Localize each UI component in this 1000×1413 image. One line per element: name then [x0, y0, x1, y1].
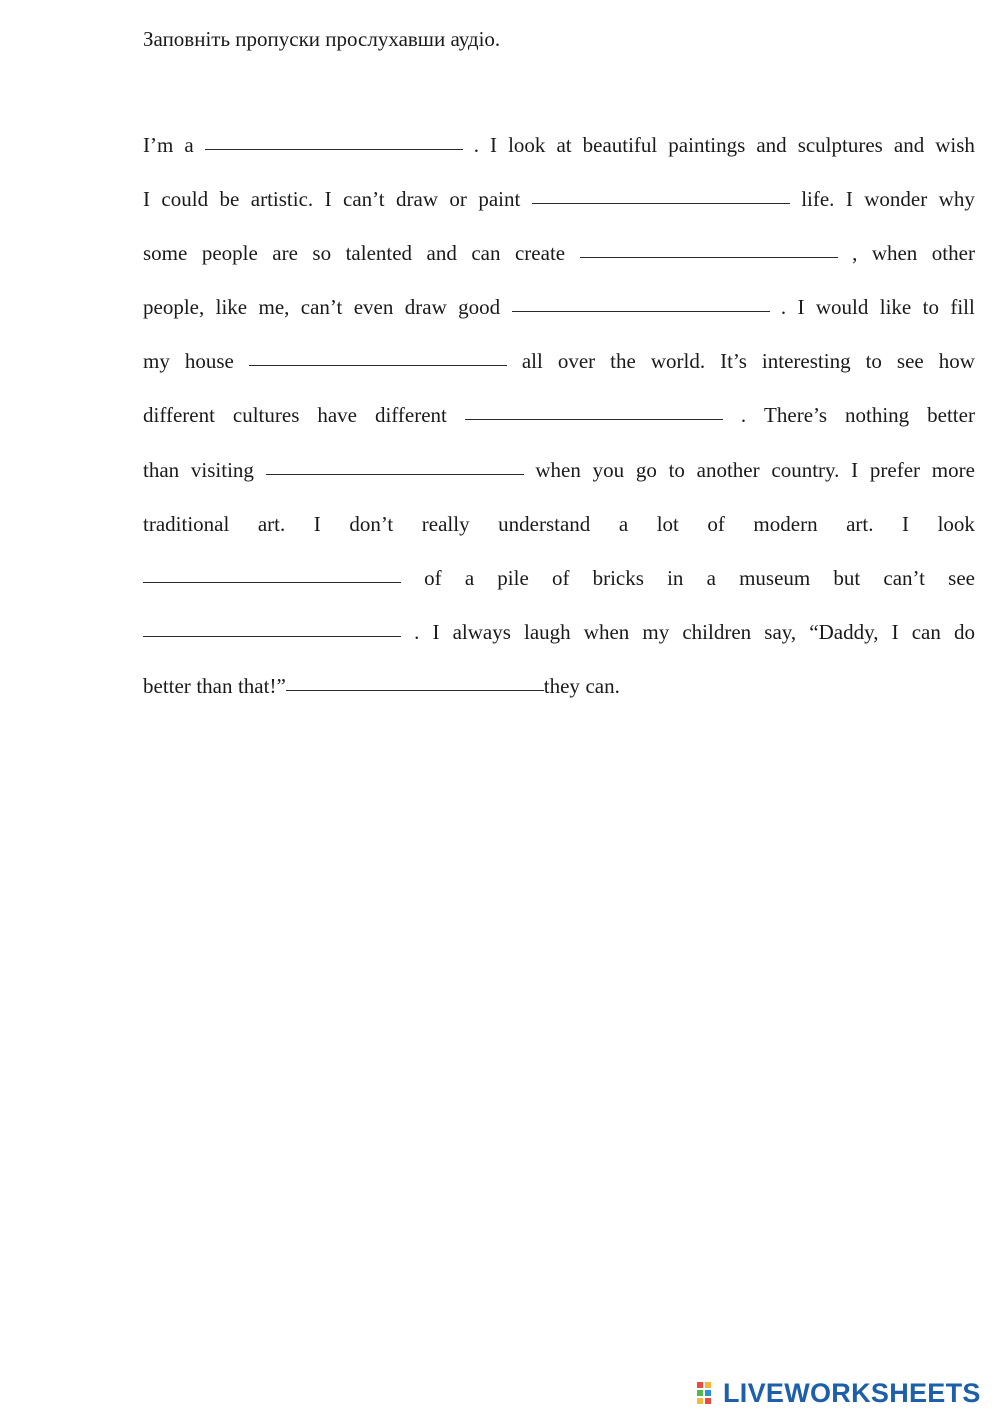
logo-square-yellow-2 [697, 1398, 703, 1404]
word: other [931, 241, 975, 266]
word: my [143, 349, 170, 374]
word: you [592, 457, 625, 482]
word: better [927, 403, 975, 428]
word: really [421, 511, 470, 536]
word: can [911, 619, 941, 644]
word: talented [345, 241, 413, 266]
word: I [797, 295, 805, 320]
word: to [668, 457, 685, 482]
word: how [938, 349, 975, 374]
word: museum [739, 565, 811, 590]
word: understand [498, 511, 591, 536]
word: create [514, 241, 566, 266]
text-line [143, 669, 975, 723]
word: a [706, 565, 716, 590]
text-line [143, 398, 975, 452]
answer-blank[interactable] [286, 669, 544, 691]
word: go [635, 457, 657, 482]
word: when [871, 241, 918, 266]
answer-blank[interactable] [465, 398, 723, 420]
word: I [902, 511, 910, 536]
word: over [557, 349, 596, 374]
word: or [449, 187, 467, 212]
word: people [201, 241, 258, 266]
word: It’s [720, 349, 747, 374]
word: prefer [869, 457, 921, 482]
word: cultures [232, 403, 300, 428]
word: beautiful [582, 133, 658, 157]
text-line [143, 128, 975, 182]
word: why [938, 187, 975, 212]
answer-blank[interactable] [580, 236, 838, 258]
word: do [953, 619, 975, 644]
word: and [893, 133, 925, 157]
liveworksheets-logo-icon [697, 1378, 721, 1408]
word: could [161, 187, 209, 212]
word: say, [764, 619, 797, 644]
word: even [353, 295, 394, 320]
word: a [184, 133, 194, 157]
text-line [143, 561, 975, 615]
word: more [931, 457, 975, 482]
logo-text: LIVEWORKSHEETS [723, 1378, 981, 1408]
text-line [143, 290, 975, 344]
word: I’m [143, 133, 174, 157]
word: to [922, 295, 939, 320]
word: in [667, 565, 684, 590]
word: I [324, 187, 332, 212]
word: than [143, 457, 180, 482]
text-line [143, 453, 975, 507]
word: can’t [300, 295, 343, 320]
word: laugh [524, 619, 571, 644]
word: can’t [883, 565, 925, 590]
word: good [458, 295, 501, 320]
logo-square-yellow [705, 1382, 711, 1388]
answer-blank[interactable] [512, 290, 770, 312]
answer-blank[interactable] [143, 561, 401, 583]
text-line [143, 344, 975, 398]
logo-square-red [697, 1382, 703, 1388]
word: of [707, 511, 725, 536]
text-line [143, 236, 975, 290]
word: wish [935, 133, 975, 157]
word: my [642, 619, 670, 644]
word: some [143, 241, 188, 266]
word: . [780, 295, 787, 320]
word: art. [257, 511, 286, 536]
word: can [471, 241, 501, 266]
word: “Daddy, [809, 619, 879, 644]
answer-blank[interactable] [249, 344, 507, 366]
word: different [374, 403, 447, 428]
word: house [184, 349, 234, 374]
word: have [317, 403, 357, 428]
word: paintings [668, 133, 746, 157]
word: of [551, 565, 570, 590]
text-line [143, 507, 975, 561]
word: wonder [864, 187, 928, 212]
word: I [143, 187, 150, 212]
word: a [464, 565, 475, 590]
word: at [556, 133, 572, 157]
word: I [851, 457, 859, 482]
word: look [937, 511, 975, 536]
word: people, [143, 295, 205, 320]
word: different [143, 403, 215, 428]
word: artistic. [250, 187, 314, 212]
word: me, [258, 295, 290, 320]
word: , [852, 241, 858, 266]
word: can’t [343, 187, 385, 212]
word: I [490, 133, 498, 157]
word: modern [753, 511, 818, 536]
word: pile [497, 565, 529, 590]
word: draw [396, 187, 438, 212]
word: all [521, 349, 543, 374]
word: better [143, 673, 191, 698]
word: and [756, 133, 787, 157]
word: lot [656, 511, 679, 536]
word: but [833, 565, 861, 590]
word: don’t [349, 511, 394, 536]
logo-square-red-2 [705, 1398, 711, 1404]
word: I [432, 619, 440, 644]
answer-blank[interactable] [143, 615, 401, 637]
word: to [865, 349, 882, 374]
word: see [896, 349, 924, 374]
word: so [312, 241, 332, 266]
word: and [426, 241, 457, 266]
word: when [535, 457, 581, 482]
fill-in-text-block [143, 128, 975, 723]
word: art. [846, 511, 874, 536]
answer-blank[interactable] [266, 453, 524, 475]
word: sculptures [797, 133, 883, 157]
liveworksheets-logo [697, 1376, 981, 1410]
word: . [414, 619, 420, 644]
text-line [143, 182, 975, 236]
word: like [879, 295, 912, 320]
worksheet-instruction: Заповніть пропуски прослухавши аудіо. [143, 27, 501, 51]
word: I [313, 511, 321, 536]
word: be [219, 187, 240, 212]
word: fill [950, 295, 975, 320]
word: always [452, 619, 511, 644]
word: they [543, 673, 580, 698]
word: I [845, 187, 853, 212]
word: than [196, 673, 233, 698]
word: can. [585, 673, 620, 698]
word: are [272, 241, 298, 266]
word: traditional [143, 511, 230, 536]
logo-square-green [697, 1390, 703, 1396]
word: There’s [764, 403, 828, 428]
word: . [740, 403, 747, 428]
word: children [682, 619, 752, 644]
word: nothing [845, 403, 910, 428]
text-line [143, 615, 975, 669]
word: would [815, 295, 869, 320]
word: paint [478, 187, 521, 212]
word: life. [801, 187, 835, 212]
word: see [948, 565, 975, 590]
word: like [215, 295, 248, 320]
word: of [424, 565, 442, 590]
logo-square-blue [705, 1390, 711, 1396]
word: the [610, 349, 636, 374]
word: visiting [190, 457, 254, 482]
word: draw [404, 295, 447, 320]
word: interesting [761, 349, 851, 374]
word: that!” [237, 673, 286, 698]
word: world. [650, 349, 706, 374]
word: look [508, 133, 546, 157]
word: I [891, 619, 899, 644]
word: country. [771, 457, 840, 482]
word: . [473, 133, 479, 157]
answer-blank[interactable] [205, 128, 463, 150]
word: another [696, 457, 760, 482]
word: when [583, 619, 630, 644]
word: bricks [592, 565, 644, 590]
answer-blank[interactable] [532, 182, 790, 204]
word: a [618, 511, 629, 536]
